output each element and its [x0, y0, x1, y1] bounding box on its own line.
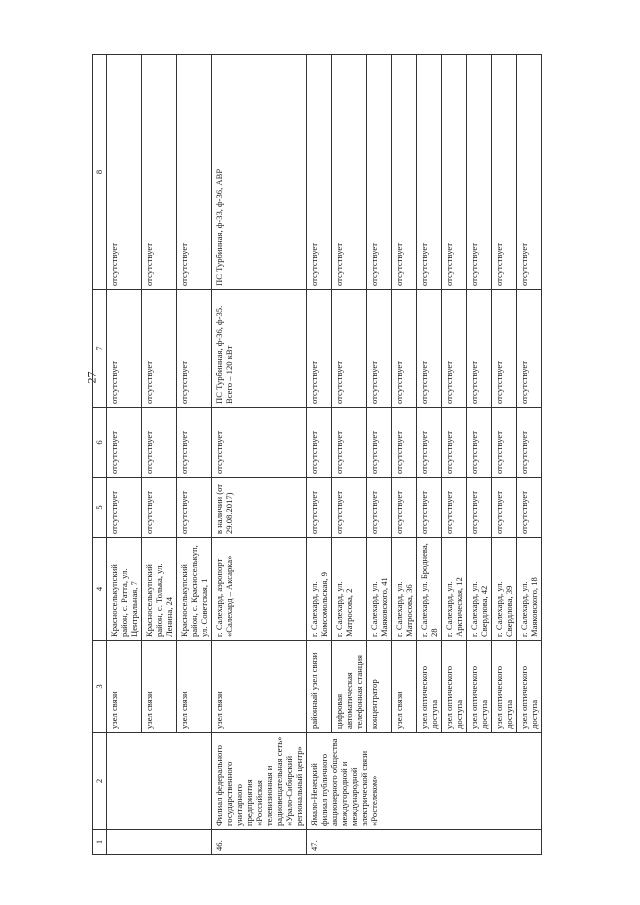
col8-value: отсутствует [107, 55, 142, 290]
object-type: концентратор [367, 641, 392, 733]
organization-name: Ямало-Ненецкий филиал публичного акционерного общества междугородной и международной электрической связи «Ростелеком» [307, 733, 542, 830]
object-address: г. Салехард, ул. Маяковского, 18 [517, 538, 542, 641]
object-address: Красноселькупский район, с. Ратта, ул. Центральная, 7 [107, 538, 142, 641]
header-cell: 5 [93, 478, 107, 538]
object-address: г. Салехард, аэропорт «Салехард – Аксарка» [212, 538, 307, 641]
object-address: г. Салехард, ул. Комсомольская, 9 [307, 538, 332, 641]
row-number: 46. [212, 830, 307, 855]
object-type: узел оптического доступа [417, 641, 442, 733]
col7-value: отсутствует [307, 290, 332, 408]
col5-value: отсутствует [142, 478, 177, 538]
col8-value: отсутствует [517, 55, 542, 290]
col6-value: отсутствует [107, 408, 142, 478]
object-type: узел оптического доступа [492, 641, 517, 733]
col5-value: отсутствует [307, 478, 332, 538]
col5-value: в наличии (от 29.08.2017) [212, 478, 307, 538]
col7-value: отсутствует [492, 290, 517, 408]
header-cell: 4 [93, 538, 107, 641]
page-number: 27 [84, 371, 99, 384]
col5-value: отсутствует [177, 478, 212, 538]
object-address: г. Салехард, ул. Свердлова, 42 [467, 538, 492, 641]
col8-value: отсутствует [467, 55, 492, 290]
col8-value: отсутствует [417, 55, 442, 290]
object-address: г. Салехард, ул. Матросова, 2 [332, 538, 367, 641]
rotated-table-container [92, 55, 616, 855]
col5-value: отсутствует [417, 478, 442, 538]
col8-value: отсутствует [367, 55, 392, 290]
object-address: г. Салехард, ул. Арктическая, 12 [442, 538, 467, 641]
object-address: Красноселькупский район, с. Толька, ул. Ленина, 24 [142, 538, 177, 641]
col6-value: отсутствует [332, 408, 367, 478]
header-cell: 3 [93, 641, 107, 733]
object-type: узел оптического доступа [467, 641, 492, 733]
col5-value: отсутствует [332, 478, 367, 538]
col5-value: отсутствует [107, 478, 142, 538]
col6-value: отсутствует [177, 408, 212, 478]
header-cell: 8 [93, 55, 107, 290]
col5-value: отсутствует [467, 478, 492, 538]
object-type: узел связи [212, 641, 307, 733]
object-type: узел связи [392, 641, 417, 733]
col5-value: отсутствует [492, 478, 517, 538]
col7-value: отсутствует [517, 290, 542, 408]
object-type: узел оптического доступа [517, 641, 542, 733]
col7-value: отсутствует [107, 290, 142, 408]
objects-table [92, 54, 542, 855]
col6-value: отсутствует [492, 408, 517, 478]
col8-value: отсутствует [492, 55, 517, 290]
header-cell: 7 [93, 290, 107, 408]
col5-value: отсутствует [367, 478, 392, 538]
col7-value: отсутствует [417, 290, 442, 408]
col8-value: отсутствует [442, 55, 467, 290]
object-address: г. Салехард, ул. Свердлова, 39 [492, 538, 517, 641]
col7-value: отсутствует [177, 290, 212, 408]
col6-value: отсутствует [307, 408, 332, 478]
object-type: узел оптического доступа [442, 641, 467, 733]
col5-value: отсутствует [442, 478, 467, 538]
organization-name: Филиал федерального государственного унитарного предприятия «Российская телевизионная и радиовещательная сеть» «Урало-Сибирский региональный центр» [212, 733, 307, 830]
col6-value: отсутствует [142, 408, 177, 478]
col8-value: отсутствует [392, 55, 417, 290]
row-number [107, 830, 212, 855]
header-cell: 1 [93, 830, 107, 855]
col6-value: отсутствует [367, 408, 392, 478]
col8-value: отсутствует [177, 55, 212, 290]
table-row [107, 55, 142, 855]
col7-value: отсутствует [392, 290, 417, 408]
table-row [212, 55, 307, 855]
col6-value: отсутствует [442, 408, 467, 478]
col7-value: отсутствует [467, 290, 492, 408]
col7-value: отсутствует [367, 290, 392, 408]
col7-value: отсутствует [142, 290, 177, 408]
col7-value: ПС Турбинная, ф-36, ф-35. Всего – 120 кВт [212, 290, 307, 408]
col6-value: отсутствует [467, 408, 492, 478]
col8-value: ПС Турбинная, ф-33, ф-36, АВР [212, 55, 307, 290]
object-address: г. Салехард, ул. Матросова, 36 [392, 538, 417, 641]
object-type: узел связи [177, 641, 212, 733]
object-address: г. Салехард, ул. Броднева, 28 [417, 538, 442, 641]
object-address: г. Салехард, ул. Маяковского, 41 [367, 538, 392, 641]
col8-value: отсутствует [142, 55, 177, 290]
col6-value: отсутствует [212, 408, 307, 478]
object-type: районный узел связи [307, 641, 332, 733]
col5-value: отсутствует [392, 478, 417, 538]
object-address: Красноселькупский район, с. Красноселькуп, ул. Советская, 1 [177, 538, 212, 641]
object-type: узел связи [107, 641, 142, 733]
col7-value: отсутствует [332, 290, 367, 408]
object-type: узел связи [142, 641, 177, 733]
table-row [307, 55, 332, 855]
col7-value: отсутствует [442, 290, 467, 408]
header-cell: 6 [93, 408, 107, 478]
col6-value: отсутствует [392, 408, 417, 478]
table-header-row [93, 55, 107, 855]
organization-name [107, 733, 212, 830]
object-type: цифровая автоматическая телефонная станция [332, 641, 367, 733]
col6-value: отсутствует [417, 408, 442, 478]
row-number: 47. [307, 830, 542, 855]
col5-value: отсутствует [517, 478, 542, 538]
header-cell: 2 [93, 733, 107, 830]
col8-value: отсутствует [332, 55, 367, 290]
col8-value: отсутствует [307, 55, 332, 290]
col6-value: отсутствует [517, 408, 542, 478]
